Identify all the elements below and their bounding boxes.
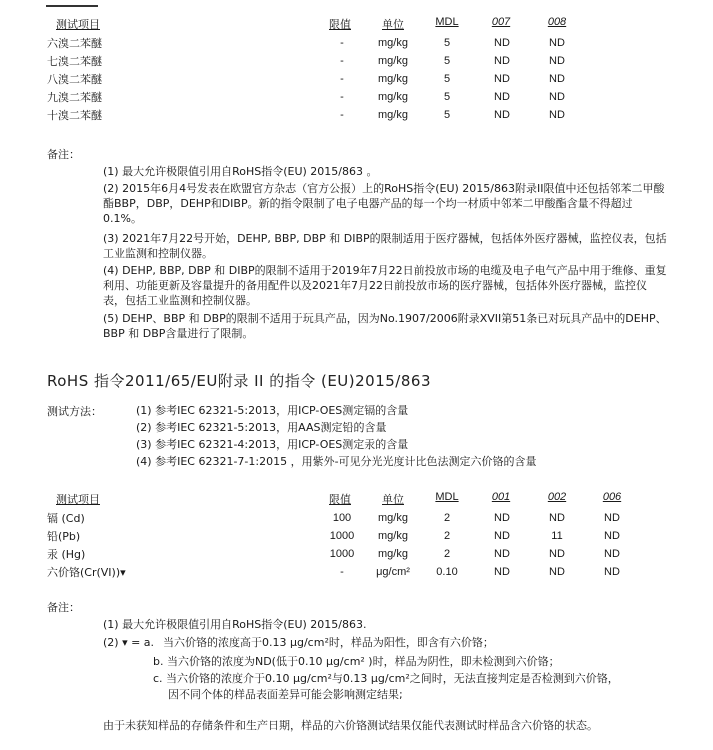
- row-s2: ND: [549, 91, 565, 103]
- row-s1: ND: [494, 91, 510, 103]
- row-limit: 1000: [329, 548, 355, 560]
- row-mdl: 5: [443, 55, 451, 67]
- row-mdl: 5: [443, 91, 451, 103]
- row-limit: -: [340, 109, 344, 121]
- row-item: 八溴二苯醚: [47, 73, 102, 86]
- table2-header-limit: 限值: [329, 493, 351, 506]
- row-item: 六溴二苯醚: [47, 37, 102, 50]
- row-unit: μg/cm²: [376, 566, 410, 578]
- note-5: (5) DEHP、BBP 和 DBP的限制不适用于玩具产品，因为No.1907/2006附录XVII第51条已对玩具产品中的DEHP、BBP 和 DBP含量进行了限制。: [103, 312, 667, 340]
- row-s2: ND: [549, 55, 565, 67]
- row-item: 七溴二苯醚: [47, 55, 102, 68]
- row-limit: -: [340, 73, 344, 85]
- row-s1: ND: [494, 566, 510, 578]
- row-s2: ND: [549, 566, 565, 578]
- table1-header-unit: 单位: [382, 18, 404, 31]
- row-mdl: 2: [443, 548, 451, 560]
- row-mdl: 5: [443, 37, 451, 49]
- row-s2: ND: [549, 109, 565, 121]
- note-4: (4) DEHP, BBP, DBP 和 DIBP的限制不适用于2019年7月22日前投放市场的电缆及电子电气产品中用于维修、重复利用、功能更新及容量提升的备用配件以及2021年7月22日前投放市场的医疗器械，包括体外医疗器械，监控仪表，包括工业监测和控制仪器。: [103, 264, 667, 307]
- row-s3: ND: [604, 548, 620, 560]
- note2-2-prefix: (2) ▾ = a.: [103, 636, 155, 649]
- row-limit: -: [340, 55, 344, 67]
- row-s3: ND: [604, 566, 620, 578]
- note2-1: (1) 最大允许极限值引用自RoHS指令(EU) 2015/863.: [103, 618, 367, 631]
- row-s1: ND: [494, 37, 510, 49]
- method-1: (1) 参考IEC 62321-5:2013，用ICP-OES测定镉的含量: [136, 404, 409, 417]
- method-4: (4) 参考IEC 62321-7-1:2015 ，用紫外-可见分光光度计比色法测定六价铬的含量: [136, 455, 537, 468]
- row-s1: ND: [494, 548, 510, 560]
- row-unit: mg/kg: [378, 73, 408, 85]
- row-mdl: 5: [443, 73, 451, 85]
- row-unit: mg/kg: [378, 109, 408, 121]
- row-item: 汞 (Hg): [47, 548, 86, 561]
- table2-header-item: 测试项目: [56, 493, 100, 506]
- row-s2: ND: [549, 548, 565, 560]
- table2-header-mdl: MDL: [435, 491, 459, 503]
- row-limit: -: [340, 91, 344, 103]
- row-s2: ND: [549, 37, 565, 49]
- table2-header-s2: 002: [547, 491, 567, 503]
- table2-header-s1: 001: [491, 491, 511, 503]
- row-s2: ND: [549, 512, 565, 524]
- note-2: (2) 2015年6月4号发表在欧盟官方杂志（官方公报）上的RoHS指令(EU) 2015/863附录II限值中还包括邻苯二甲酸酯BBP，DBP，DEHP和DIBP。新的指令限制了电子电器产品的每一个均一材质中邻苯二甲酸酯含量不得超过0.1%。: [103, 182, 665, 225]
- table1-header-item: 测试项目: [56, 18, 100, 31]
- note-3: (3) 2021年7月22号开始，DEHP, BBP, DBP 和 DIBP的限制适用于医疗器械，包括体外医疗器械，监控仪表，包括工业监测和控制仪器。: [103, 232, 667, 260]
- row-unit: mg/kg: [378, 512, 408, 524]
- row-unit: mg/kg: [378, 37, 408, 49]
- row-s1: ND: [494, 55, 510, 67]
- note-1: (1) 最大允许极限值引用自RoHS指令(EU) 2015/863 。: [103, 165, 378, 178]
- row-item: 十溴二苯醚: [47, 109, 102, 122]
- note2-2c-line2: 因不同个体的样品表面差异可能会影响测定结果;: [168, 688, 403, 701]
- row-item: 镉 (Cd): [47, 512, 85, 525]
- row-s1: ND: [494, 109, 510, 121]
- row-s2: 11: [551, 530, 563, 542]
- row-unit: mg/kg: [378, 530, 408, 542]
- row-item: 铅(Pb): [47, 530, 81, 543]
- row-s3: ND: [604, 530, 620, 542]
- section-title: RoHS 指令2011/65/EU附录 II 的指令 (EU)2015/863: [47, 372, 431, 390]
- row-mdl: 2: [443, 530, 451, 542]
- row-item: 六价铬(Cr(VI))▾: [47, 566, 126, 579]
- table2-header-s3: 006: [602, 491, 622, 503]
- row-unit: mg/kg: [378, 91, 408, 103]
- notes2-label: 备注：: [47, 601, 80, 614]
- row-s1: ND: [494, 512, 510, 524]
- note2-2b: b. 当六价铬的浓度为ND(低于0.10 μg/cm² )时，样品为阴性，即未检测到六价铬；: [153, 655, 560, 668]
- table1-header-s1: 007: [491, 16, 511, 28]
- table1-header-mdl: MDL: [435, 16, 459, 28]
- method-3: (3) 参考IEC 62321-4:2013，用ICP-OES测定汞的含量: [136, 438, 409, 451]
- note2-2a: 当六价铬的浓度高于0.13 μg/cm²时，样品为阳性，即含有六价铬；: [163, 636, 494, 649]
- table1-header-s2: 008: [547, 16, 567, 28]
- row-s1: ND: [494, 530, 510, 542]
- table1-header-limit: 限值: [329, 18, 351, 31]
- method-2: (2) 参考IEC 62321-5:2013，用AAS测定铅的含量: [136, 421, 387, 434]
- row-mdl: 0.10: [436, 566, 458, 578]
- row-s2: ND: [549, 73, 565, 85]
- row-limit: -: [340, 37, 344, 49]
- cutoff-heading: [46, 0, 106, 8]
- method-label: 测试方法：: [47, 405, 102, 418]
- row-unit: mg/kg: [378, 548, 408, 560]
- row-limit: 100: [332, 512, 352, 524]
- row-limit: -: [340, 566, 344, 578]
- row-limit: 1000: [329, 530, 355, 542]
- row-mdl: 5: [443, 109, 451, 121]
- row-unit: mg/kg: [378, 55, 408, 67]
- row-s3: ND: [604, 512, 620, 524]
- footer-note: 由于未获知样品的存储条件和生产日期，样品的六价铬测试结果仅能代表测试时样品含六价铬的状态。: [103, 719, 598, 732]
- note2-2c-line1: c. 当六价铬的浓度介于0.10 μg/cm²与0.13 μg/cm²之间时，无法直接判定是否检测到六价铬，: [153, 672, 619, 685]
- notes-label: 备注：: [47, 148, 80, 161]
- row-item: 九溴二苯醚: [47, 91, 102, 104]
- row-s1: ND: [494, 73, 510, 85]
- row-mdl: 2: [443, 512, 451, 524]
- table2-header-unit: 单位: [382, 493, 404, 506]
